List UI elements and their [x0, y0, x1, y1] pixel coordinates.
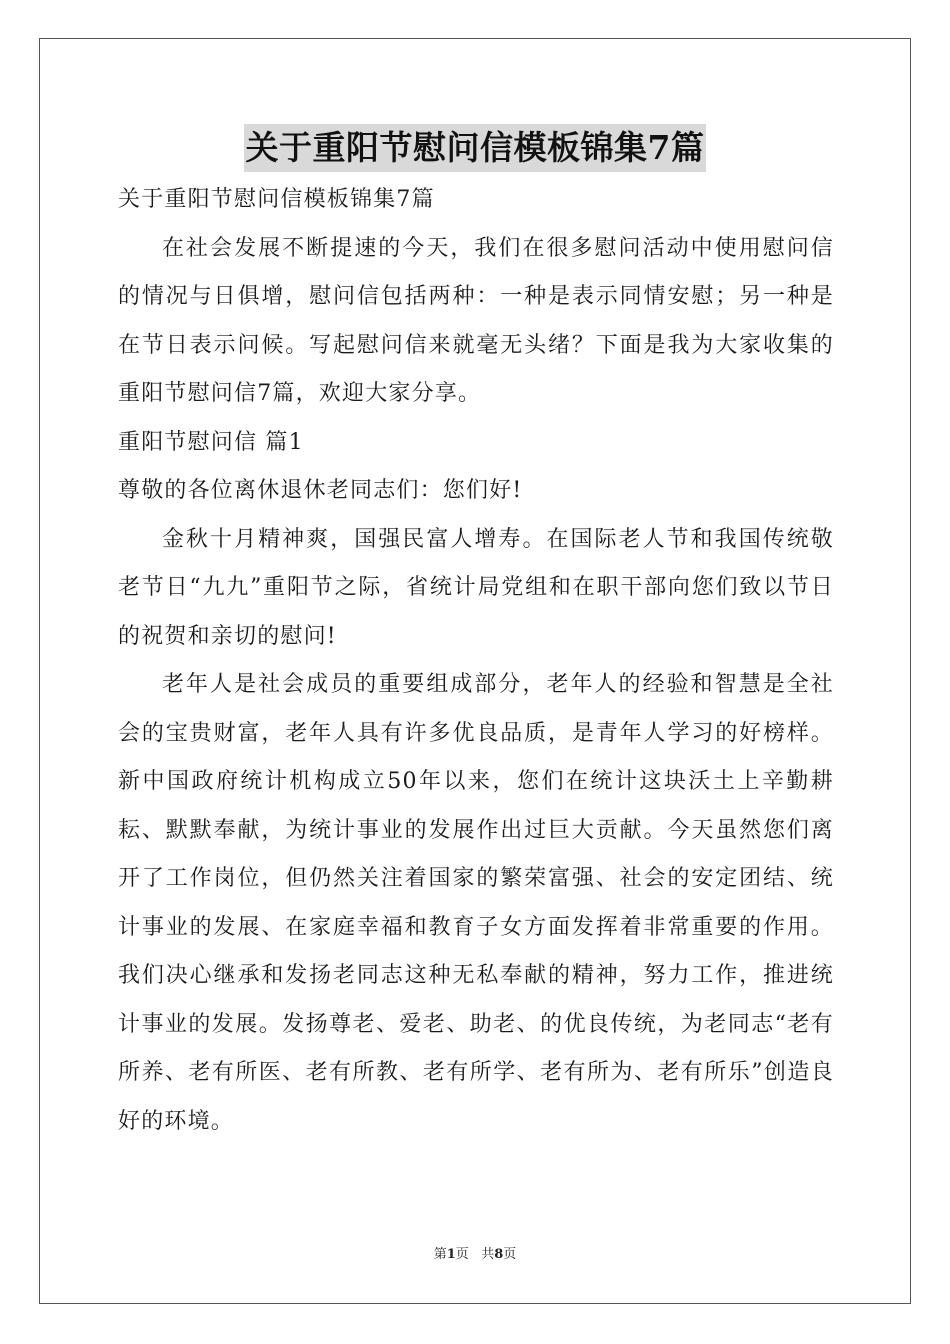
salutation: 尊敬的各位离休退休老同志们：您们好!	[118, 478, 523, 503]
footer-page-suffix: 页	[503, 1247, 517, 1262]
document-body	[118, 176, 834, 1146]
page-footer	[0, 1243, 950, 1262]
footer-page-total: 8	[494, 1247, 504, 1262]
title-container	[0, 124, 950, 172]
intro-paragraph: 在社会发展不断提速的今天，我们在很多慰问活动中使用慰问信的情况与日俱增，慰问信包括两种：一种是表示同情安慰；另一种是在节日表示问候。写起慰问信来就毫无头绪？下面是我为大家收集的重阳节慰问信7篇，欢迎大家分享。	[118, 235, 834, 406]
footer-page-current: 1	[446, 1247, 456, 1262]
section-heading: 重阳节慰问信 篇1	[118, 429, 304, 455]
body-paragraph-2: 老年人是社会成员的重要组成部分，老年人的经验和智慧是全社会的宝贵财富，老年人具有许多优良品质，是青年人学习的好榜样。新中国政府统计机构成立50年以来，您们在统计这块沃土上辛勤耕耘、默默奉献，为统计事业的发展作出过巨大贡献。今天虽然您们离开了工作岗位，但仍然关注着国家的繁荣富强、社会的安定团结、统计事业的发展、在家庭幸福和教育子女方面发挥着非常重要的作用。我们决心继承和发扬老同志这种无私奉献的精神，努力工作，推进统计事业的发展。发扬尊老、爱老、助老、的优良传统，为老同志“老有所养、老有所医、老有所教、老有所学、老有所为、老有所乐”创造良好的环境。	[118, 672, 834, 1134]
footer-page-prefix: 第	[433, 1247, 447, 1262]
document-title: 关于重阳节慰问信模板锦集7篇	[244, 124, 707, 172]
footer-page-mid: 页 共	[455, 1247, 495, 1262]
subtitle-line: 关于重阳节慰问信模板锦集7篇	[118, 187, 435, 212]
body-paragraph-1: 金秋十月精神爽，国强民富人增寿。在国际老人节和我国传统敬老节日“九九”重阳节之际，省统计局党组和在职干部向您们致以节日的祝贺和亲切的慰问!	[118, 526, 834, 649]
